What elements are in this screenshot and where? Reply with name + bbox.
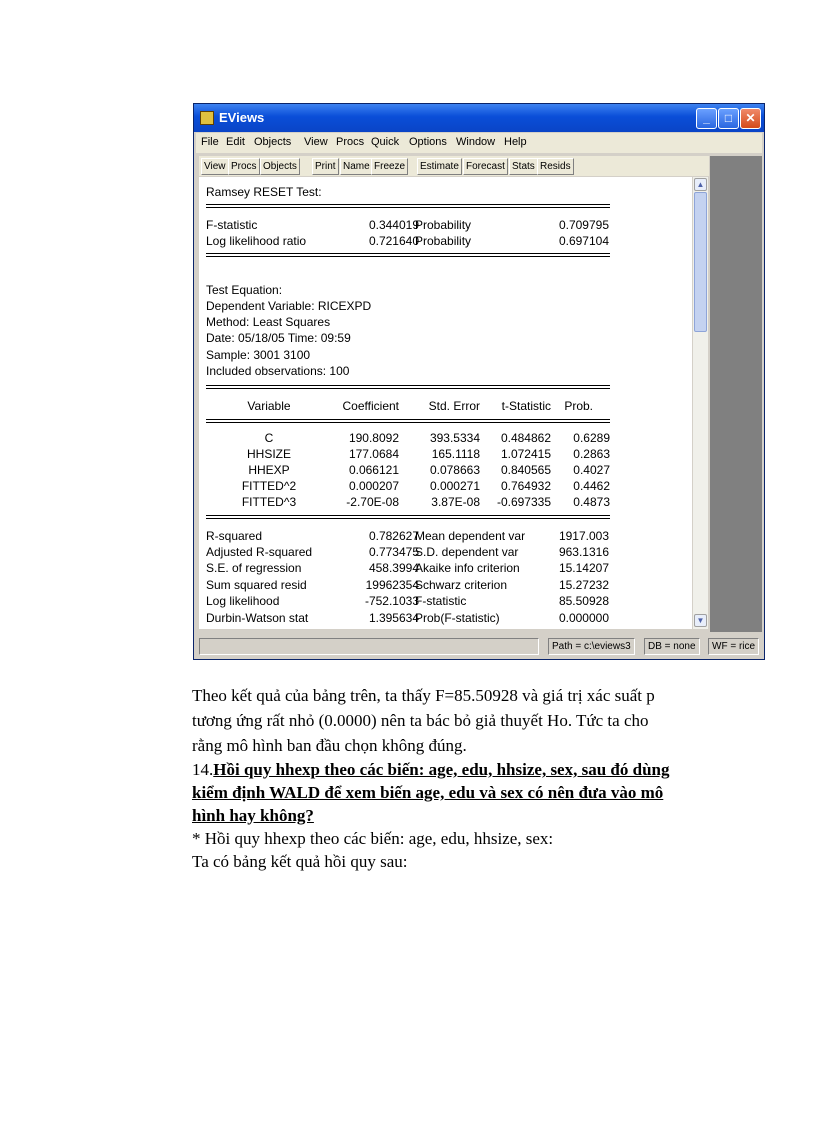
divider [206, 204, 610, 208]
coef-variable: HHEXP [248, 463, 290, 477]
title-bar[interactable] [194, 104, 764, 132]
menu-quick[interactable]: Quick [371, 136, 400, 148]
stat-value: 15.27232 [558, 578, 609, 592]
divider [206, 419, 610, 423]
output-panel [199, 177, 697, 629]
stat-label: Durbin-Watson stat [206, 611, 309, 625]
coef-t-stat: 0.484862 [500, 431, 551, 445]
stat-label: R-squared [206, 529, 263, 543]
coef-std-error: 0.000271 [429, 479, 480, 493]
eviews-app-icon [200, 111, 214, 125]
coef-prob: 0.4873 [573, 495, 610, 509]
stat-label: Log likelihood [206, 594, 280, 608]
toolbar-name-button[interactable]: Name [340, 158, 373, 175]
coef-prob: 0.2863 [573, 447, 610, 461]
coef-value: 0.066121 [348, 463, 399, 477]
divider [206, 253, 610, 257]
coef-std-error: 3.87E-08 [431, 495, 480, 509]
divider [206, 385, 610, 389]
coef-variable: FITTED^2 [241, 479, 297, 493]
status-workfile: WF = rice [708, 638, 759, 655]
info-line: Dependent Variable: RICEXPD [206, 299, 372, 313]
coef-value: 177.0684 [348, 447, 399, 461]
coef-std-error: 0.078663 [429, 463, 480, 477]
menu-view[interactable]: View [304, 136, 328, 148]
coef-t-stat: 0.764932 [500, 479, 551, 493]
column-header: Prob. [564, 399, 593, 413]
coef-variable: FITTED^3 [241, 495, 297, 509]
menu-edit[interactable]: Edit [226, 136, 245, 148]
stat-value: 0.000000 [558, 611, 609, 625]
coef-t-stat: 1.072415 [500, 447, 551, 461]
question-text: Hồi quy hhexp theo các biến: age, edu, hhsize, sex, sau đó dùng [213, 760, 670, 779]
stat-label: Adjusted R-squared [206, 545, 313, 559]
toolbar-procs-button[interactable]: Procs [228, 158, 260, 175]
toolbar-objects-button[interactable]: Objects [260, 158, 300, 175]
status-bar [196, 637, 762, 657]
status-message [199, 638, 539, 655]
column-header: Variable [247, 399, 291, 413]
reset-label: F-statistic [206, 218, 258, 232]
stat-label: Mean dependent var [415, 529, 526, 543]
coef-std-error: 393.5334 [429, 431, 480, 445]
coef-prob: 0.4027 [573, 463, 610, 477]
toolbar-print-button[interactable]: Print [312, 158, 339, 175]
question-text: hình hay không? [192, 806, 314, 825]
coef-value: 190.8092 [348, 431, 399, 445]
scroll-thumb[interactable] [694, 192, 707, 332]
scroll-down-icon[interactable]: ▼ [694, 614, 707, 627]
reset-value: 0.344019 [368, 218, 419, 232]
reset-value: 0.721640 [368, 234, 419, 248]
info-line: Test Equation: [206, 283, 283, 297]
close-button[interactable]: ✕ [740, 108, 761, 129]
coef-variable: C [264, 431, 274, 445]
reset-prob-value: 0.709795 [558, 218, 609, 232]
toolbar-stats-button[interactable]: Stats [509, 158, 538, 175]
menu-options[interactable]: Options [409, 136, 447, 148]
stat-value: 963.1316 [558, 545, 609, 559]
paragraph-line: rằng mô hình ban đầu chọn không đúng. [192, 736, 467, 755]
toolbar-estimate-button[interactable]: Estimate [417, 158, 462, 175]
stat-label: F-statistic [415, 594, 467, 608]
stat-value: 15.14207 [558, 561, 609, 575]
reset-prob-value: 0.697104 [558, 234, 609, 248]
column-header: Std. Error [428, 399, 480, 413]
coef-t-stat: -0.697335 [496, 495, 551, 509]
paragraph-line: Theo kết quả của bảng trên, ta thấy F=85.50928 và giá trị xác suất p [192, 686, 655, 705]
question-number: 14. [192, 760, 214, 779]
divider [206, 515, 610, 519]
stat-value: 1917.003 [558, 529, 609, 543]
object-toolbar [199, 156, 709, 176]
question-text: kiểm định WALD để xem biến age, edu và sex có nên đưa vào mô [192, 783, 664, 802]
info-line: Included observations: 100 [206, 364, 350, 378]
scroll-up-icon[interactable]: ▲ [694, 178, 707, 191]
info-line: Date: 05/18/05 Time: 09:59 [206, 331, 351, 345]
toolbar-freeze-button[interactable]: Freeze [371, 158, 408, 175]
status-path: Path = c:\eviews3 [548, 638, 635, 655]
stat-label: Prob(F-statistic) [415, 611, 500, 625]
stat-label: Sum squared resid [206, 578, 307, 592]
question-14-line [192, 760, 670, 780]
stat-value: 458.3994 [368, 561, 419, 575]
reset-prob-label: Probability [415, 234, 472, 248]
stat-label: S.E. of regression [206, 561, 302, 575]
vertical-scrollbar[interactable] [692, 177, 708, 629]
maximize-button[interactable]: □ [718, 108, 739, 129]
coef-variable: HHSIZE [246, 447, 291, 461]
coef-prob: 0.6289 [573, 431, 610, 445]
paragraph-line: tương ứng rất nhỏ (0.0000) nên ta bác bỏ giả thuyết Ho. Tức ta cho [192, 711, 649, 730]
window-title: EViews [219, 110, 265, 125]
info-line: Sample: 3001 3100 [206, 348, 311, 362]
coef-value: -2.70E-08 [346, 495, 399, 509]
menu-bar [196, 133, 762, 153]
minimize-button[interactable]: _ [696, 108, 717, 129]
stat-value: -752.1033 [364, 594, 419, 608]
coef-prob: 0.4462 [573, 479, 610, 493]
coef-value: 0.000207 [348, 479, 399, 493]
stat-label: Akaike info criterion [415, 561, 520, 575]
stat-label: S.D. dependent var [415, 545, 519, 559]
stat-value: 1.395634 [368, 611, 419, 625]
result-line: Ta có bảng kết quả hồi quy sau: [192, 852, 408, 871]
reset-label: Log likelihood ratio [206, 234, 307, 248]
stat-value: 85.50928 [558, 594, 609, 608]
toolbar-forecast-button[interactable]: Forecast [463, 158, 508, 175]
regression-line: * Hồi quy hhexp theo các biến: age, edu, hhsize, sex: [192, 829, 554, 848]
reset-prob-label: Probability [415, 218, 472, 232]
test-heading: Ramsey RESET Test: [206, 185, 322, 199]
menu-window[interactable]: Window [456, 136, 496, 148]
stat-value: 19962354 [365, 578, 419, 592]
toolbar-resids-button[interactable]: Resids [537, 158, 574, 175]
coef-std-error: 165.1118 [431, 447, 480, 461]
workspace-background [710, 156, 762, 632]
stat-value: 0.782627 [368, 529, 419, 543]
menu-objects[interactable]: Objects [254, 136, 292, 148]
column-header: t-Statistic [501, 399, 551, 413]
status-db: DB = none [644, 638, 700, 655]
toolbar-view-button[interactable]: View [201, 158, 229, 175]
menu-file[interactable]: File [201, 136, 219, 148]
stat-label: Schwarz criterion [415, 578, 508, 592]
menu-help[interactable]: Help [504, 136, 527, 148]
menu-procs[interactable]: Procs [336, 136, 365, 148]
column-header: Coefficient [342, 399, 399, 413]
coef-t-stat: 0.840565 [500, 463, 551, 477]
eviews-window [193, 103, 765, 660]
stat-value: 0.773475 [368, 545, 419, 559]
info-line: Method: Least Squares [206, 315, 331, 329]
